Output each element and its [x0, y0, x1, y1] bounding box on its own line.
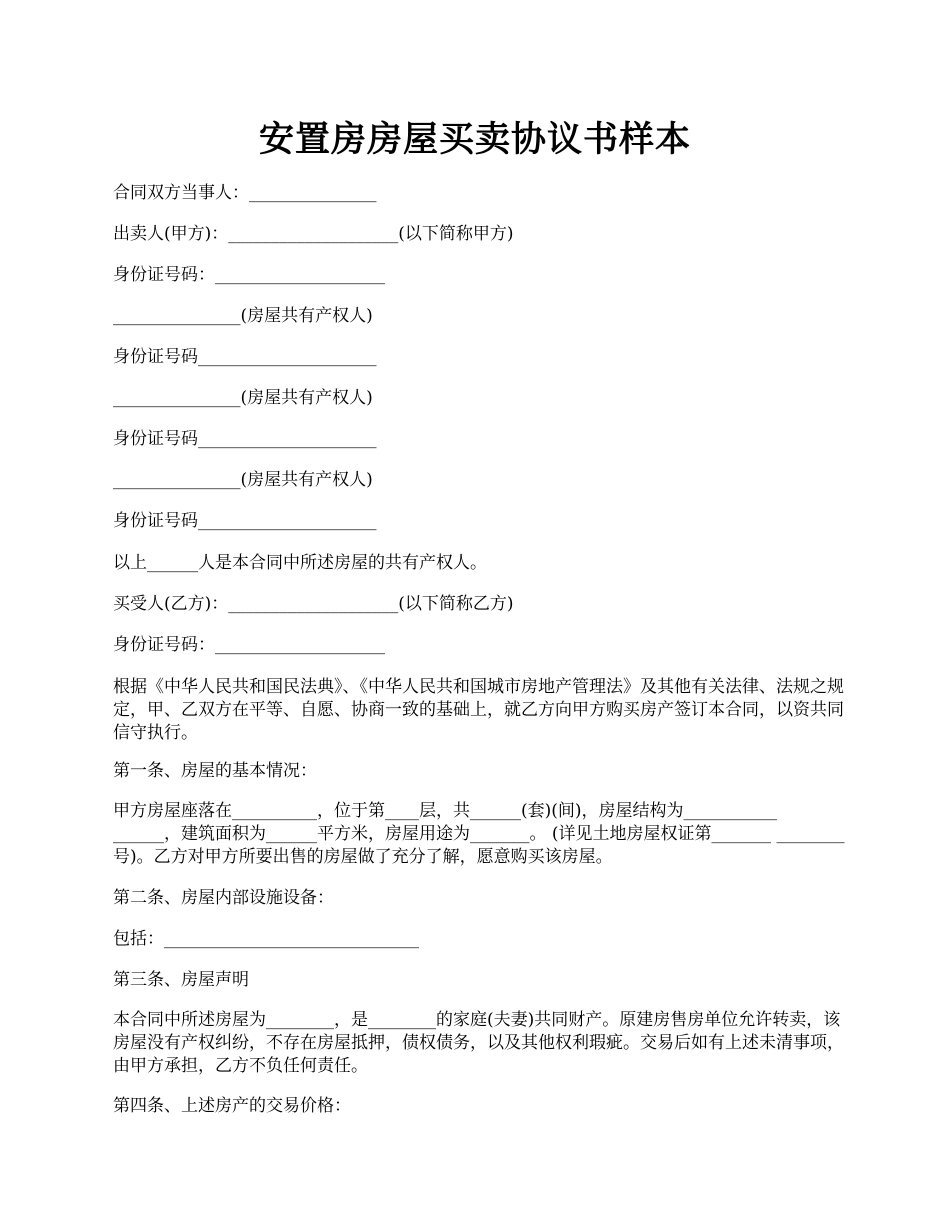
paragraph-parties: 合同双方当事人：_______________	[113, 183, 377, 203]
heading-article-3: 第三条、房屋声明	[113, 970, 249, 990]
paragraph-co-owner-3: _______________(房屋共有产权人)	[113, 470, 373, 490]
paragraph-buyer-id: 身份证号码：____________________	[113, 635, 385, 655]
paragraph-co-owner-1-id: 身份证号码_____________________	[113, 347, 377, 367]
paragraph-article-3: 本合同中所述房屋为________，是________的家庭(夫妻)共同财产。原建房售房单位允许转卖，该房屋没有产权纠纷，不存在房屋抵押，债权债务，以及其他权利瑕疵。交易后如有上述未清事项，由甲方承担，乙方不负任何责任。	[113, 1010, 844, 1076]
paragraph-co-owner-2-id: 身份证号码_____________________	[113, 429, 377, 449]
paragraph-buyer: 买受人(乙方)：____________________(以下简称乙方)	[113, 594, 514, 614]
heading-article-1: 第一条、房屋的基本情况：	[113, 761, 317, 781]
paragraph-co-owner-3-id: 身份证号码_____________________	[113, 511, 377, 531]
heading-article-4: 第四条、上述房产的交易价格：	[113, 1096, 351, 1116]
document-title: 安置房房屋买卖协议书样本	[258, 119, 691, 160]
paragraph-seller: 出卖人(甲方)：____________________(以下简称甲方)	[113, 224, 514, 244]
paragraph-article-1: 甲方房屋座落在__________，位于第____层，共______(套)(间)，房屋结构为___________ ______，建筑面积为______平方米，房屋用途为_______。 (详见土地房屋权证第_______ ________号)。乙方对甲方所要出售的房屋做了充分了解，愿意购买该房屋。	[113, 801, 845, 867]
paragraph-co-owner-2: _______________(房屋共有产权人)	[113, 388, 373, 408]
paragraph-seller-id: 身份证号码：____________________	[113, 265, 385, 285]
paragraph-co-owners-count: 以上______人是本合同中所述房屋的共有产权人。	[113, 553, 487, 573]
paragraph-legal-basis: 根据《中华人民共和国民法典》、《中华人民共和国城市房地产管理法》及其他有关法律、法规之规定，甲、乙双方在平等、自愿、协商一致的基础上，就乙方向甲方购买房产签订本合同，以资共同信守执行。	[113, 677, 844, 743]
heading-article-2: 第二条、房屋内部设施设备：	[113, 888, 334, 908]
paragraph-co-owner-1: _______________(房屋共有产权人)	[113, 306, 373, 326]
paragraph-article-2: 包括：______________________________	[113, 929, 419, 949]
